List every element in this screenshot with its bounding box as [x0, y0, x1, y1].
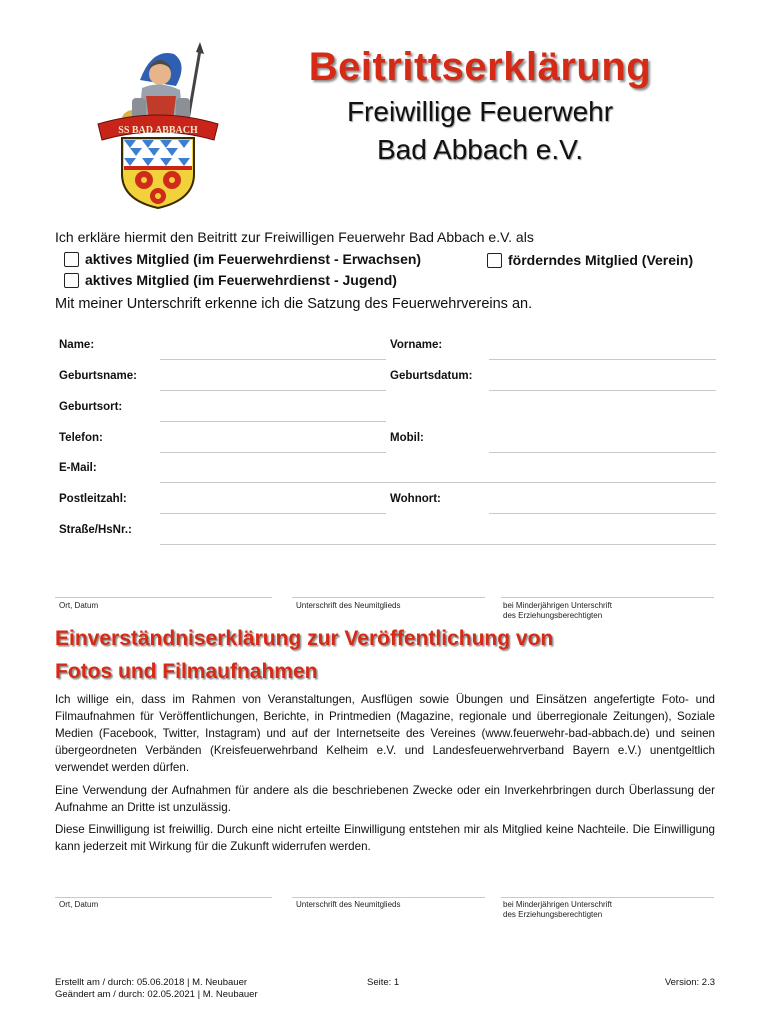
footer-page-number: Seite: 1	[367, 977, 400, 988]
label-member-signature: Unterschrift des Neumitglieds	[296, 601, 401, 610]
label-telefon: Telefon:	[59, 432, 103, 444]
consent-paragraph-1: Ich willige ein, dass im Rahmen von Veranstaltungen, Ausflügen sowie Übungen und Einsätzen angefertigte Foto- und Filmaufnahmen für Veröffentlichungen, Berichte, in Printmedien (Magazine, regionale und überregionale Zeitungen), Soziale Medien (Facebook, Twitter, Instagram) und auf der Internetseite des Vereines (www.feuerwehr-bad-abbach.de) und seinen übergeordneten Verbänden (Kreisfeuerwehrband Kelheim e.V. und Landesfeuerwehrverband Bayern e.V.) unentgeltlich verwendet werden dürfen.	[55, 693, 715, 774]
checkbox-supporting[interactable]	[487, 253, 502, 268]
option-active-youth[interactable]	[64, 272, 397, 288]
option-active-youth-label: aktives Mitglied (im Feuerwehrdienst - Jugend)	[85, 272, 397, 288]
label-place-date: Ort, Datum	[59, 601, 99, 610]
label-geburtsort: Geburtsort:	[59, 401, 123, 413]
label-guardian-signature	[503, 601, 612, 621]
footer-created: Erstellt am / durch: 05.06.2018 | M. Neubauer	[55, 977, 248, 988]
label-guardian-line1: bei Minderjährigen Unterschrift	[503, 601, 612, 610]
label-geburtsdatum: Geburtsdatum:	[390, 370, 473, 382]
svg-text:SS BAD ABBACH: SS BAD ABBACH	[118, 125, 198, 136]
consent-label-guardian-line1: bei Minderjährigen Unterschrift	[503, 900, 612, 909]
plz-field[interactable]	[160, 495, 386, 514]
consent-label-member-signature: Unterschrift des Neumitglieds	[296, 900, 401, 909]
option-supporting-label: förderndes Mitglied (Verein)	[508, 252, 694, 268]
label-vorname: Vorname:	[390, 339, 443, 351]
org-name-line1: Freiwillige Feuerwehr	[346, 96, 614, 127]
footer-version: Version: 2.3	[664, 977, 715, 988]
geburtsort-field[interactable]	[160, 403, 386, 422]
consent-label-guardian-line2: des Erziehungsberechtigten	[503, 910, 603, 919]
label-mobil: Mobil:	[390, 432, 424, 444]
consent-paragraph-3: Diese Einwilligung ist freiwillig. Durch eine nicht erteilte Einwilligung entstehen mir als Mitglied keine Nachteile. Die Einwilligung kann jederzeit mit Wirkung für die Zukunft widerrufen werden.	[55, 823, 715, 853]
wohnort-field[interactable]	[489, 495, 716, 514]
label-email: E-Mail:	[59, 462, 97, 474]
consent-label-place-date: Ort, Datum	[59, 900, 99, 909]
label-guardian-line2: des Erziehungsberechtigten	[503, 611, 603, 620]
consent-paragraph-2: Eine Verwendung der Aufnahmen für andere als die beschriebenen Zwecke oder ein Inverkehrbringen durch Überlassung der Aufnahme an Dritte ist unzulässig.	[55, 784, 715, 814]
consent-title	[55, 622, 735, 688]
strasse-field[interactable]	[160, 526, 716, 545]
email-field[interactable]	[160, 464, 716, 483]
label-strasse: Straße/HsNr.:	[59, 524, 132, 536]
label-plz: Postleitzahl:	[59, 493, 127, 505]
footer-meta	[55, 977, 258, 1001]
coat-of-arms-logo	[92, 40, 224, 210]
option-supporting[interactable]	[487, 252, 693, 268]
label-wohnort: Wohnort:	[390, 493, 441, 505]
org-name-line2: Bad Abbach e.V.	[376, 134, 584, 165]
page-title: Beitrittserklärung	[308, 45, 652, 89]
mobil-field[interactable]	[489, 434, 716, 453]
footer-changed: Geändert am / durch: 02.05.2021 | M. Neubauer	[55, 989, 258, 1000]
name-field[interactable]	[160, 341, 386, 360]
checkbox-active-adult[interactable]	[64, 252, 79, 267]
checkbox-active-youth[interactable]	[64, 273, 79, 288]
statute-acknowledgement: Mit meiner Unterschrift erkenne ich die Satzung des Feuerwehrvereins an.	[55, 296, 533, 312]
consent-signature-line-place-date[interactable]	[55, 897, 272, 898]
signature-line-guardian[interactable]	[501, 597, 714, 598]
consent-title-line2: Fotos und Filmaufnahmen	[55, 660, 318, 683]
signature-line-member[interactable]	[292, 597, 485, 598]
geburtsname-field[interactable]	[160, 372, 386, 391]
vorname-field[interactable]	[489, 341, 716, 360]
consent-label-guardian-signature	[503, 900, 612, 920]
consent-signature-line-guardian[interactable]	[501, 897, 714, 898]
option-active-adult-label: aktives Mitglied (im Feuerwehrdienst - Erwachsen)	[85, 251, 422, 267]
consent-signature-line-member[interactable]	[292, 897, 485, 898]
geburtsdatum-field[interactable]	[489, 372, 716, 391]
consent-title-line1: Einverständniserklärung zur Veröffentlichung von	[55, 627, 554, 650]
signature-line-place-date[interactable]	[55, 597, 272, 598]
intro-text: Ich erkläre hiermit den Beitritt zur Freiwilligen Feuerwehr Bad Abbach e.V. als	[55, 229, 534, 245]
option-active-adult[interactable]	[64, 251, 421, 267]
label-geburtsname: Geburtsname:	[59, 370, 137, 382]
label-name: Name:	[59, 339, 95, 351]
telefon-field[interactable]	[160, 434, 386, 453]
